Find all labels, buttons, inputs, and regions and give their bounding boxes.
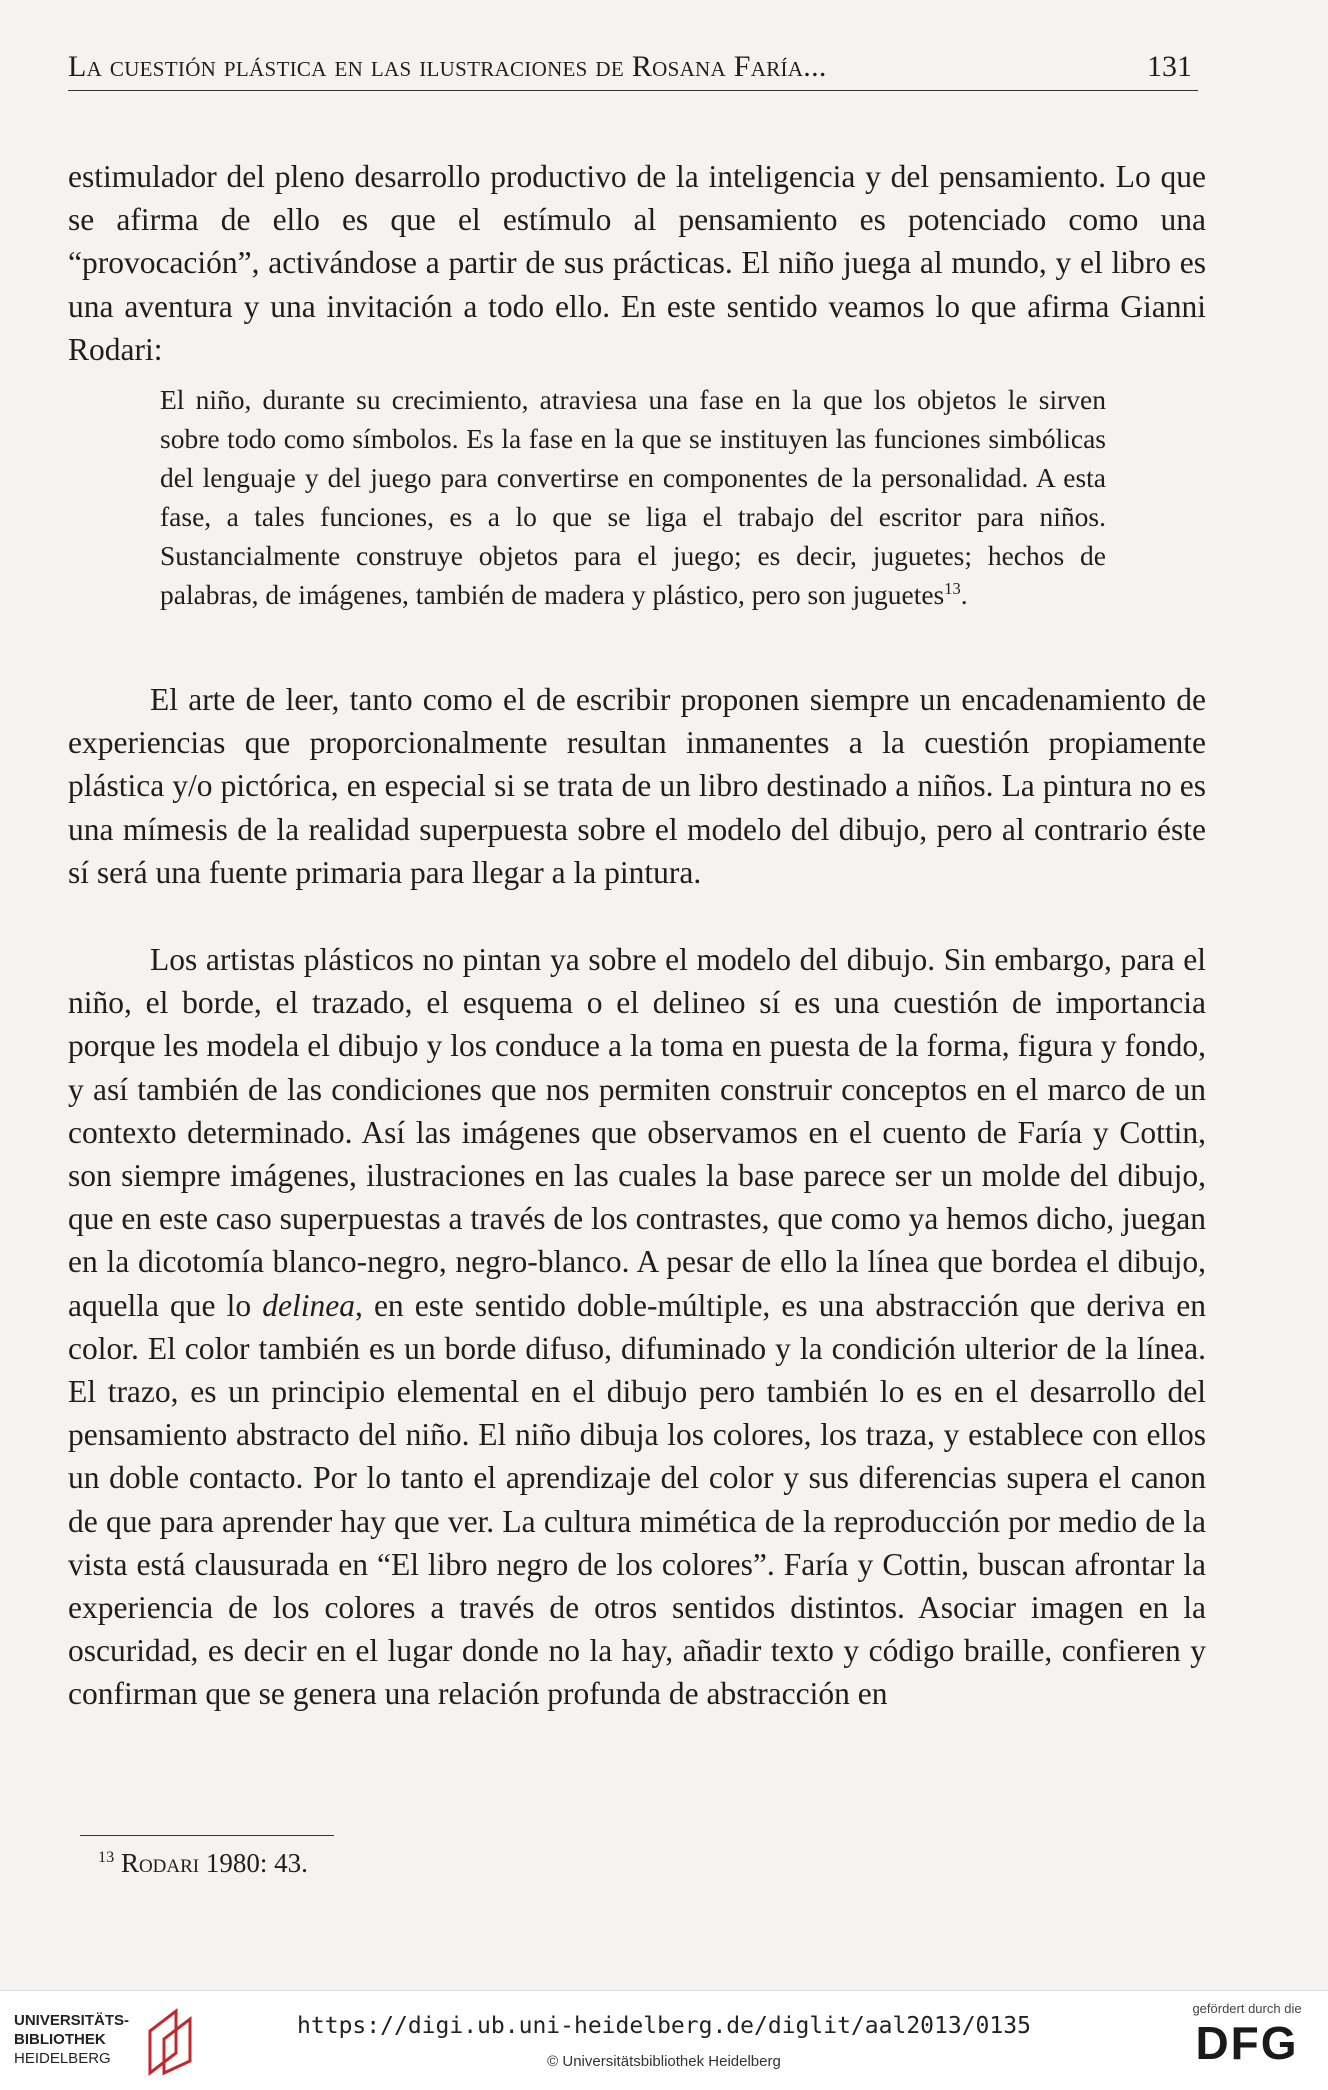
block-quote	[160, 381, 1106, 614]
footnote-divider	[80, 1835, 334, 1836]
digitization-footer	[0, 1990, 1328, 2090]
footnote-13	[98, 1845, 308, 1881]
footnote-number: 13	[98, 1848, 115, 1866]
quote-text: El niño, durante su crecimiento, atraviesa una fase en la que los objetos le sirven sobre todo como símbolos. Es la fase en la que se instituyen las funciones simbólicas del lenguaje y del juego para convertirse en componentes de la personalidad. A esta fase, a tales funciones, es a lo que se liga el trabajo del escritor para niños. Sustancialmente construye objetos para el juego; es decir, juguetes; hechos de palabras, de imágenes, también de madera y plástico, pero son juguetes	[160, 384, 1106, 610]
paragraph-1	[68, 155, 1206, 371]
paragraph-2-text: El arte de leer, tanto como el de escribir proponen siempre un encadenamiento de experiencias que proporcionalmente resultan inmanentes a la cuestión propiamente plástica y/o pictórica, en especial si se trata de un libro destinado a niños. La pintura no es una mímesis de la realidad superpuesta sobre el modelo del dibujo, pero al contrario éste sí será una fuente primaria para llegar a la pintura.	[68, 682, 1206, 890]
italic-term: delinea	[262, 1287, 355, 1323]
paragraph-2	[68, 678, 1206, 894]
library-line-3: HEIDELBERG	[14, 2050, 111, 2067]
paragraph-3-part-1: Los artistas plásticos no pintan ya sobre el modelo del dibujo. Sin embargo, para el niño, el borde, el trazado, el esquema o el delineo sí es una cuestión de importancia porque les modela el dibujo y los conduce a la toma en puesta de la forma, figura y fondo, y así también de las condiciones que nos permiten construir conceptos en el marco de un contexto determinado. Así las imágenes que observamos en el cuento de Faría y Cottin, son siempre imágenes, ilustraciones en las cuales la base parece ser un molde del dibujo, que en este caso superpuestas a través de los contrastes, que como ya hemos dicho, juegan en la dicotomía blanco-negro, negro-blanco. A pesar de ello la línea que bordea el dibujo, aquella que lo	[68, 942, 1207, 1323]
dfg-logo[interactable]	[1182, 2001, 1312, 2081]
copyright-notice: © Universitätsbibliothek Heidelberg	[547, 2053, 781, 2070]
paragraph-3	[68, 938, 1206, 1716]
running-head	[68, 50, 1198, 91]
footnote-ref-13[interactable]: 13	[944, 578, 961, 598]
page-number: 131	[1147, 50, 1192, 83]
paragraph-1-text: estimulador del pleno desarrollo productivo de la inteligencia y del pensamiento. Lo que se afirma de ello es que el estímulo al pensamiento es potenciado como una “provocación”, activándose a partir de sus prácticas. El niño juega al mundo, y el libro es una aventura y una invitación a todo ello. En este sentido veamos lo que afirma Gianni Rodari:	[68, 159, 1206, 367]
library-line-1: UNIVERSITÄTS-	[14, 2012, 130, 2029]
library-line-2: BIBLIOTHEK	[14, 2031, 106, 2048]
running-head-title: La cuestión plástica en las ilustraciones de Rosana Faría...	[68, 50, 827, 83]
paragraph-3-part-2: , en este sentido doble-múltiple, es una abstracción que deriva en color. El color también es un borde difuso, difuminado y la condición ulterior de la línea. El trazo, es un principio elemental en el dibujo pero también lo es en el desarrollo del pensamiento abstracto del niño. El niño dibuja los colores, los traza, y establece con ellos un doble contacto. Por lo tanto el aprendizaje del color y sus diferencias supera el canon de que para aprender hay que ver. La cultura mimética de la reproducción por medio de la vista está clausurada en “El libro negro de los colores”. Faría y Cottin, buscan afrontar la experiencia de los colores a través de otros sentidos distintos. Asociar imagen en la oscuridad, es decir en el lugar donde no la hay, añadir texto y código braille, confieren y confirman que se genera una relación profunda de abstracción en	[68, 1287, 1206, 1712]
quote-end: .	[960, 578, 968, 610]
footnote-ref: 1980: 43.	[205, 1848, 308, 1878]
permalink-url[interactable]: https://digi.ub.uni-heidelberg.de/diglit/aal2013/0135	[297, 2013, 1031, 2039]
paragraph-3-text	[68, 938, 1206, 1716]
funder-name: DFG	[1195, 2017, 1299, 2069]
footnote-author: Rodari	[120, 1848, 200, 1878]
funder-note: gefördert durch die	[1192, 2001, 1302, 2016]
